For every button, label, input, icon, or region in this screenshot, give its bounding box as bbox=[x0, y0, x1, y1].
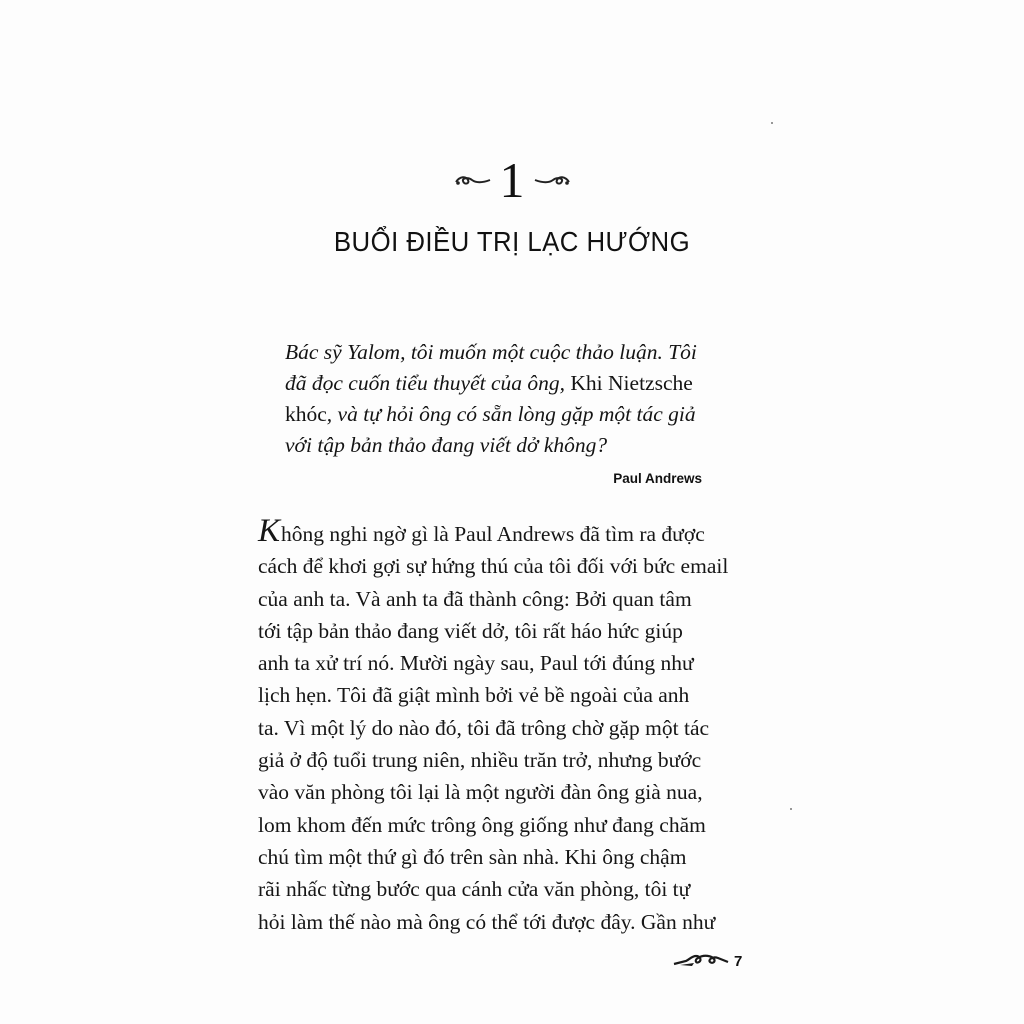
body-paragraph bbox=[258, 513, 778, 938]
body-line: cách để khơi gợi sự hứng thú của tôi đối với bức email bbox=[258, 554, 729, 579]
ornament-flourish-icon bbox=[672, 950, 730, 973]
body-line: hỏi làm thế nào mà ông có thể tới được đây. Gần như bbox=[258, 909, 716, 934]
body-line: lom khom đến mức trông ông giống như đang chăm bbox=[258, 812, 706, 837]
epigraph-line bbox=[285, 399, 735, 430]
epigraph-author: Paul Andrews bbox=[613, 471, 702, 486]
chapter-heading bbox=[0, 152, 1024, 212]
body-line: anh ta xử trí nó. Mười ngày sau, Paul tới đúng như bbox=[258, 651, 694, 676]
body-line: vào văn phòng tôi lại là một người đàn ông già nua, bbox=[258, 780, 703, 805]
chapter-number: 1 bbox=[499, 152, 525, 208]
body-line: giả ở độ tuổi trung niên, nhiều trăn trở, nhưng bước bbox=[258, 748, 702, 773]
epigraph-line bbox=[285, 337, 735, 368]
epigraph-italic-text: đã đọc cuốn tiểu thuyết của ông, bbox=[285, 371, 571, 395]
chapter-title: BUỔI ĐIỀU TRỊ LẠC HƯỚNG bbox=[333, 226, 691, 257]
epigraph-line bbox=[285, 368, 735, 399]
epigraph bbox=[285, 337, 735, 461]
body-line: tới tập bản thảo đang viết dở, tôi rất háo hức giúp bbox=[258, 618, 683, 643]
scan-speck bbox=[771, 122, 773, 124]
body-line: ta. Vì một lý do nào đó, tôi đã trông chờ gặp một tác bbox=[258, 715, 710, 740]
drop-cap: K bbox=[258, 513, 281, 549]
epigraph-italic-text: với tập bản thảo đang viết dở không? bbox=[285, 433, 608, 457]
page-footer bbox=[672, 950, 742, 973]
scan-speck bbox=[790, 808, 792, 810]
epigraph-book-title: Khi Nietzsche bbox=[570, 371, 693, 395]
epigraph-quote bbox=[285, 337, 735, 461]
body-first-line-text: hông nghi ngờ gì là Paul Andrews đã tìm ra được bbox=[281, 522, 705, 546]
body-line: của anh ta. Và anh ta đã thành công: Bởi quan tâm bbox=[258, 586, 692, 611]
epigraph-book-title: khóc bbox=[285, 402, 327, 426]
epigraph-line bbox=[285, 430, 735, 461]
right-flourish-icon bbox=[533, 172, 571, 188]
epigraph-italic-text: , và tự hỏi ông có sẵn lòng gặp một tác giả bbox=[326, 402, 696, 426]
left-flourish-icon bbox=[454, 172, 492, 188]
body-line: chú tìm một thứ gì đó trên sàn nhà. Khi ông chậm bbox=[258, 844, 687, 869]
page-number: 7 bbox=[734, 953, 743, 970]
epigraph-italic-text: Bác sỹ Yalom, tôi muốn một cuộc thảo luận. Tôi bbox=[285, 340, 697, 364]
body-line: rãi nhấc từng bước qua cánh cửa văn phòng, tôi tự bbox=[258, 877, 691, 902]
body-line: lịch hẹn. Tôi đã giật mình bởi vẻ bề ngoài của anh bbox=[258, 683, 690, 708]
body-first-line bbox=[258, 513, 778, 550]
